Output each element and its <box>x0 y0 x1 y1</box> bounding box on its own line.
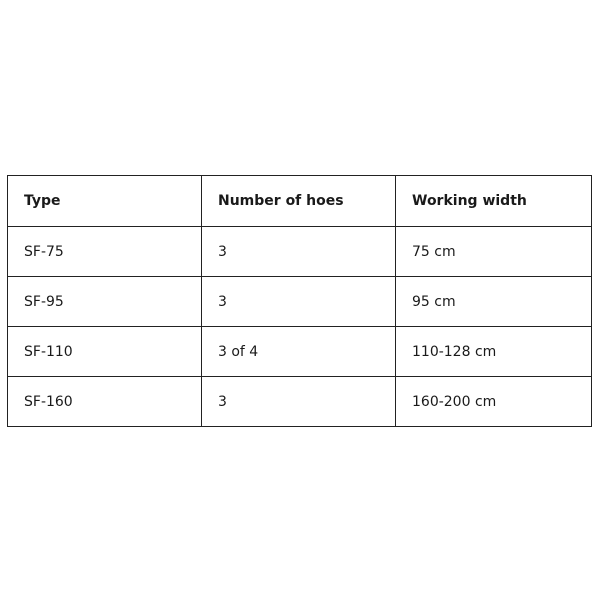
header-number-of-hoes: Number of hoes <box>202 176 396 227</box>
specifications-table <box>7 175 592 427</box>
cell-type: SF-95 <box>8 277 202 327</box>
table-row <box>8 327 592 377</box>
cell-type: SF-75 <box>8 227 202 277</box>
cell-type: SF-110 <box>8 327 202 377</box>
cell-type: SF-160 <box>8 377 202 427</box>
header-type: Type <box>8 176 202 227</box>
table-row <box>8 227 592 277</box>
table-row <box>8 277 592 327</box>
table-header-row <box>8 176 592 227</box>
cell-number-of-hoes: 3 <box>202 227 396 277</box>
cell-working-width: 75 cm <box>396 227 592 277</box>
cell-working-width: 160-200 cm <box>396 377 592 427</box>
cell-working-width: 110-128 cm <box>396 327 592 377</box>
cell-number-of-hoes: 3 <box>202 277 396 327</box>
cell-working-width: 95 cm <box>396 277 592 327</box>
header-working-width: Working width <box>396 176 592 227</box>
table-row <box>8 377 592 427</box>
cell-number-of-hoes: 3 of 4 <box>202 327 396 377</box>
cell-number-of-hoes: 3 <box>202 377 396 427</box>
